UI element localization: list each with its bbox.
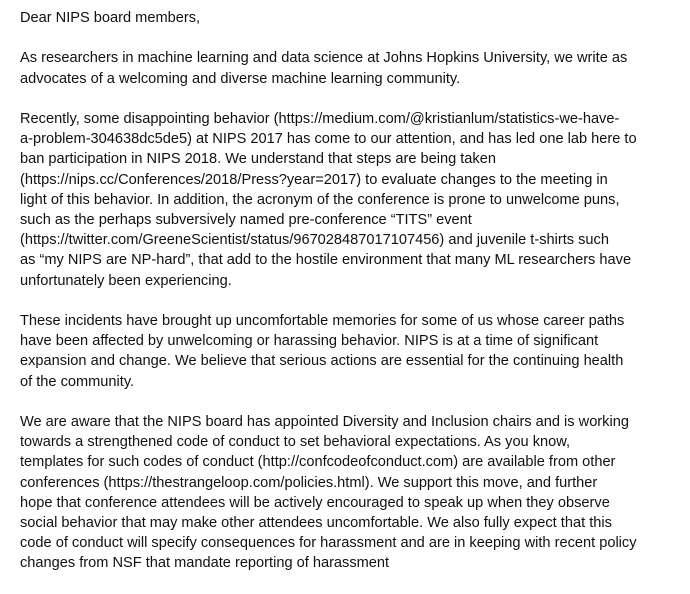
paragraph-behavior: Recently, some disappointing behavior (https://medium.com/@kristianlum/statistics-we-have- a-problem-304638dc5de5) at NIPS 2017 has come to our attention, and has led one lab here to ban participation in NIPS 2018. We understand that steps are being taken (https://nips.cc/Conferences/2018/Press?year=2017) to evaluate changes to the meeting in light of this behavior. In addition, the acronym of the conference is prone to unwelcome puns, such as the perhaps subversively named pre-conference “TITS” event (https://twitter.com/GreeneScientist/status/967028487017107456) and juvenile t-shirts such as “my NIPS are NP-hard”, that add to the hostile environment that many ML researchers have unfortunately been experiencing. — [20, 110, 637, 289]
paragraph-incidents: These incidents have brought up uncomfortable memories for some of us whose career paths have been affected by unwelcoming or harassing behavior. NIPS is at a time of significant expansion and change. We believe that serious actions are essential for the continuing health of the community. — [20, 313, 625, 390]
paragraph-code-of-conduct: We are aware that the NIPS board has appointed Diversity and Inclusion chairs and is working towards a strengthened code of conduct to set behavioral expectations. As you know, templates for such codes of conduct (http://confcodeofconduct.com) are available from other conferences (https://thestrangeloop.com/policies.html). We support this move, and further hope that conference attendees will be actively encouraged to speak up when they observe social behavior that may make other attendees uncomfortable. We also fully expect that this code of conduct will specify consequences for harassment and are in keeping with recent policy changes from NSF that mandate reporting of harassment — [20, 414, 637, 572]
paragraph-intro: As researchers in machine learning and data science at Johns Hopkins University, we write as advocates of a welcoming and diverse machine learning community. — [20, 50, 628, 87]
salutation: Dear NIPS board members, — [20, 10, 201, 26]
letter-body — [20, 8, 684, 594]
